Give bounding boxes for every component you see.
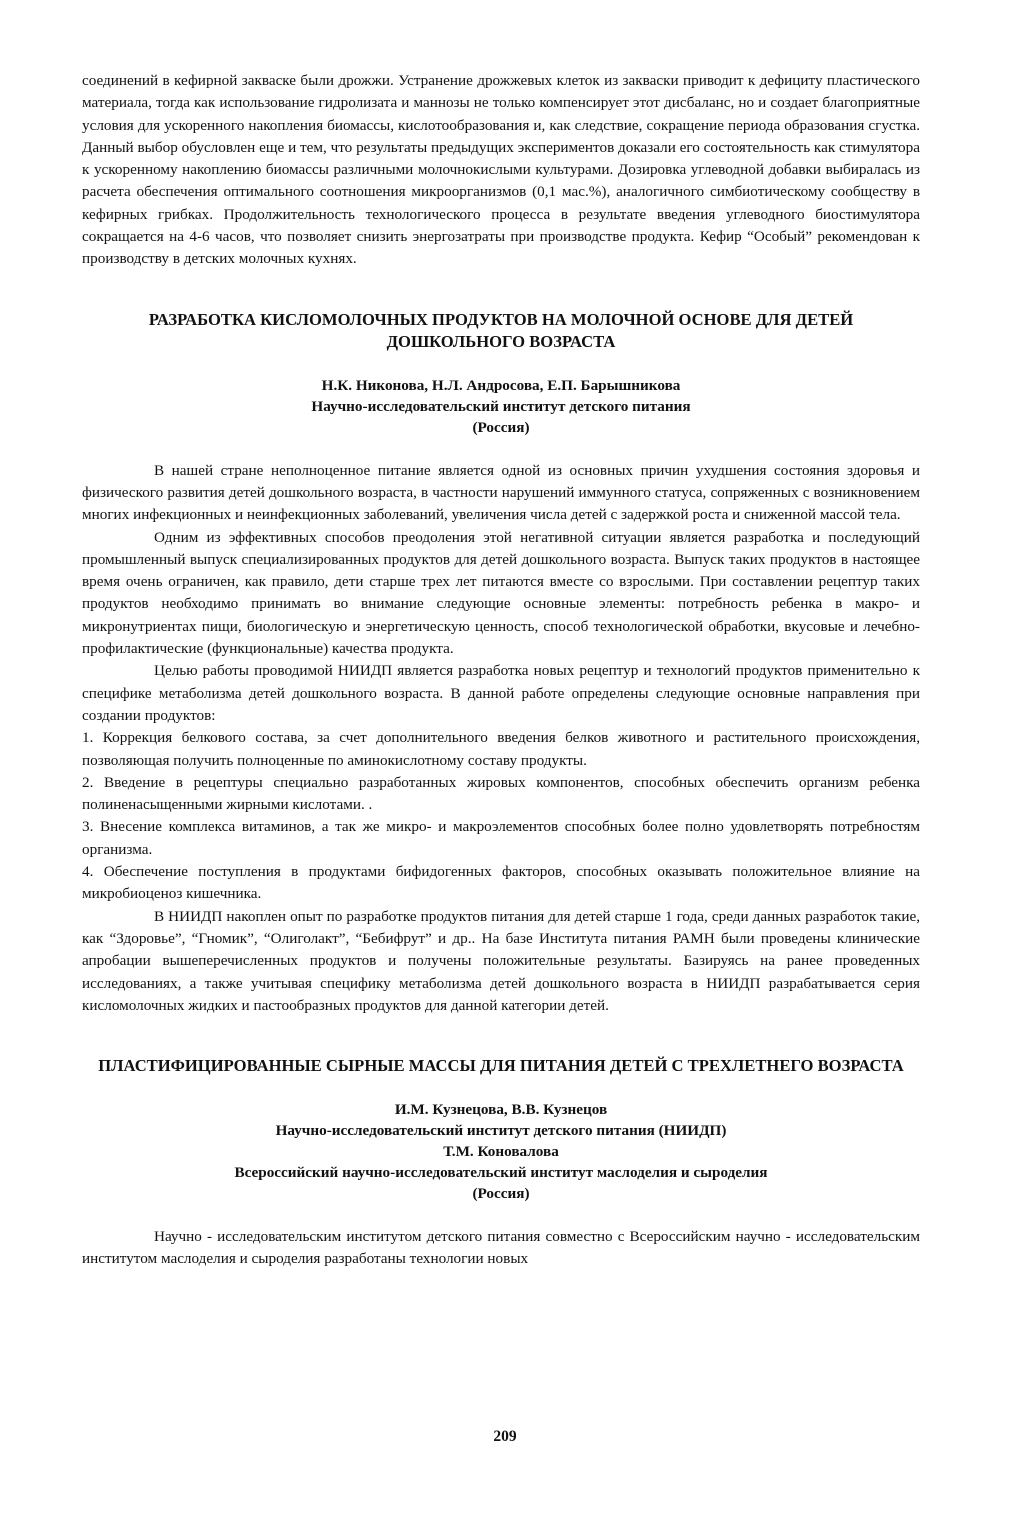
spacer <box>82 1017 920 1055</box>
article1-affiliation: Научно-исследовательский институт детского питания <box>311 397 691 415</box>
article1-country: (Россия) <box>472 418 530 436</box>
article1-list-item: 4. Обеспечение поступления в продуктами бифидогенных факторов, способных оказывать положительное влияние на микробиоценоз кишечника. <box>82 863 920 903</box>
article1-closing-paragraph: В НИИДП накоплен опыт по разработке продуктов питания для детей старше 1 года, среди данных разработок такие, как “Здоровье”, “Гномик”, “Олиголакт”, “Бебифрут” и др.. На базе Института питания РАМН были проведены клинические апробации вышеперечисленных продуктов и получены положительные результаты. Базируясь на ранее проведенных исследованиях, а также учитывая специфику метаболизма детей дошкольного возраста в НИИДП разрабатывается серия кисломолочных жидких и пастообразных продуктов для данной категории детей. <box>82 907 920 1014</box>
article1-paragraph: Целью работы проводимой НИИДП является разработка новых рецептур и технологий продуктов применительно к специфике метаболизма детей дошкольного возраста. В данной работе определены следующие основные направления при создании продуктов: <box>82 662 920 724</box>
spacer <box>82 1077 920 1099</box>
article1-title: РАЗРАБОТКА КИСЛОМОЛОЧНЫХ ПРОДУКТОВ НА МОЛОЧНОЙ ОСНОВЕ ДЛЯ ДЕТЕЙ ДОШКОЛЬНОГО ВОЗРАСТА <box>148 309 854 351</box>
article2-authors: Т.М. Коновалова <box>443 1143 559 1161</box>
article1-list-item: 1. Коррекция белкового состава, за счет дополнительного введения белков животного и растительного происхождения, позволяющая получить полноценные по аминокислотному составу продукты. <box>82 729 920 769</box>
article1-authors: Н.К. Никонова, Н.Л. Андросова, Е.П. Барышникова <box>321 376 681 394</box>
spacer <box>82 438 920 460</box>
article1-list-item: 3. Внесение комплекса витаминов, а так же микро- и макроэлементов способных более полно удовлетворять потребностям организма. <box>82 818 920 858</box>
article1-paragraph: Одним из эффективных способов преодоления этой негативной ситуации является разработка и последующий промышленный выпуск специализированных продуктов для детей дошкольного возраста. Выпуск таких продуктов в настоящее время очень ограничен, как правило, дети старше трех лет питаются вместе со взрослыми. При составлении рецептур таких продуктов необходимо принимать во внимание следующие основные элементы: потребность ребенка в макро- и микронутриентах пищи, биологическую и энергетическую ценность, способ технологической обработки, вкусовые и лечебно-профилактические (функциональные) качества продукта. <box>82 528 920 658</box>
article2-paragraph: Научно - исследовательским институтом детского питания совместно с Всероссийским научно - исследовательским институтом маслоделия и сыроделия разработаны технологии новых <box>82 1228 920 1268</box>
article2-authors: И.М. Кузнецова, В.В. Кузнецов <box>394 1101 608 1119</box>
page-body <box>82 70 920 1271</box>
spacer <box>82 1204 920 1226</box>
article1-list-item: 2. Введение в рецептуры специально разработанных жировых компонентов, способных обеспечить организм ребенка полиненасыщенными жирными кислотами. . <box>82 773 920 814</box>
article2-affiliation: Научно-исследовательский институт детского питания (НИИДП) <box>275 1122 727 1140</box>
page-number: 209 <box>493 1428 517 1445</box>
article2-title: ПЛАСТИФИЦИРОВАННЫЕ СЫРНЫЕ МАССЫ ДЛЯ ПИТАНИЯ ДЕТЕЙ С ТРЕХЛЕТНЕГО ВОЗРАСТА <box>98 1056 904 1076</box>
article2-affiliation: Всероссийский научно-исследовательский институт маслоделия и сыроделия <box>234 1164 768 1182</box>
spacer <box>82 271 920 309</box>
intro-paragraph: соединений в кефирной закваске были дрожжи. Устранение дрожжевых клеток из закваски приводит к дефициту пластического материала, тогда как использование гидролизата и маннозы не только компенсирует этот дисбаланс, но и создает благоприятные условия для ускоренного накопления биомассы, кислотообразования и, как следствие, сокращение периода образования сгустка. Данный выбор обусловлен еще и тем, что результаты предыдущих экспериментов доказали его состоятельность как стимулятора к ускоренному накоплению биомассы различными молочнокислыми культурами. Дозировка углеводной добавки выбиралась из расчета обеспечения оптимального соотношения микроорганизмов (0,1 мас.%), аналогичного симбиотическому сообществу в кефирных грибках. Продолжительность технологического процесса в результате введения углеводного биостимулятора сокращается на 4-6 часов, что позволяет снизить энергозатраты при производстве продукта. Кефир “Особый” рекомендован к производству в детских молочных кухнях. <box>82 72 920 268</box>
article2-country: (Россия) <box>472 1185 530 1203</box>
spacer <box>82 353 920 375</box>
article1-paragraph: В нашей стране неполноценное питание является одной из основных причин ухудшения состояния здоровья и физического развития детей дошкольного возраста, в частности нарушений иммунного статуса, сопряженных с возникновением многих инфекционных и неинфекционных заболеваний, увеличения числа детей с задержкой роста и сниженной массой тела. <box>82 461 920 524</box>
